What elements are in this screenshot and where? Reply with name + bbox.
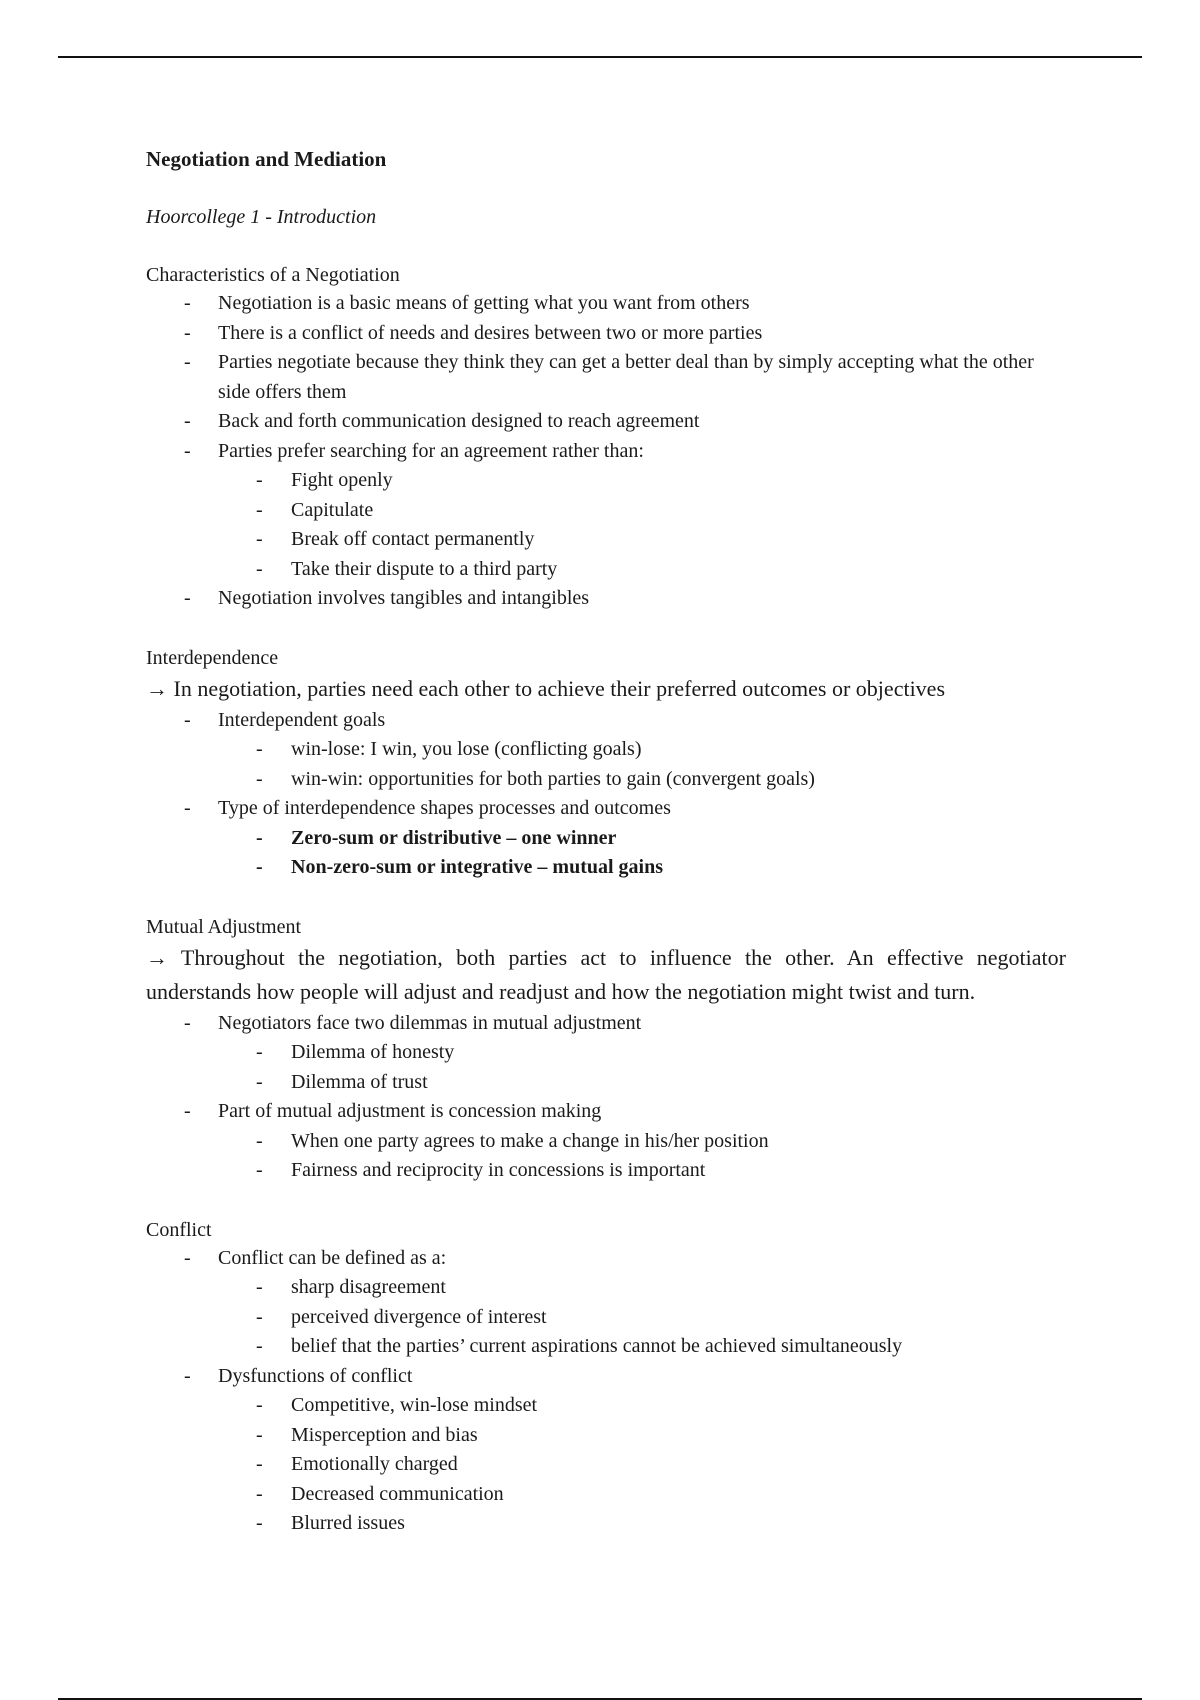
sub-list-item-bold: - Zero-sum or distributive – one winner [146, 824, 1066, 854]
sub-list-item: - Dilemma of trust [146, 1068, 1066, 1098]
section-characteristics [146, 261, 1066, 614]
section-mutual-adjustment [146, 913, 1066, 1186]
sub-list-item-bold: - Non-zero-sum or integrative – mutual gains [146, 853, 1066, 883]
sub-list-item: - win-win: opportunities for both parties to gain (convergent goals) [146, 765, 1066, 795]
list-item: - Parties prefer searching for an agreement rather than: [146, 437, 1066, 467]
section-heading: Conflict [146, 1218, 212, 1241]
list-item: - There is a conflict of needs and desires between two or more parties [146, 319, 1066, 349]
bullet-list [146, 706, 1066, 883]
sub-list-item: - Competitive, win-lose mindset [146, 1391, 1066, 1421]
top-rule [58, 56, 1142, 58]
section-heading: Interdependence [146, 646, 279, 669]
section-heading: Mutual Adjustment [146, 915, 301, 938]
bullet-list [146, 1009, 1066, 1186]
bullet-list [146, 1244, 1066, 1539]
sub-list-item: - Misperception and bias [146, 1421, 1066, 1451]
list-item: - Negotiation is a basic means of getting what you want from others [146, 289, 1066, 319]
list-item: - Interdependent goals [146, 706, 1066, 736]
list-item: - Negotiators face two dilemmas in mutual adjustment [146, 1009, 1066, 1039]
bullet-list [146, 289, 1066, 614]
sub-list-item: - Fairness and reciprocity in concessions is important [146, 1156, 1066, 1186]
list-item: - Type of interdependence shapes processes and outcomes [146, 794, 1066, 824]
sub-list-item: - Break off contact permanently [146, 525, 1066, 555]
sub-list-item: - sharp disagreement [146, 1273, 1066, 1303]
lecture-subtitle: Hoorcollege 1 - Introduction [146, 206, 377, 228]
sub-list-item: - Fight openly [146, 466, 1066, 496]
document-title: Negotiation and Mediation [146, 147, 387, 171]
sub-list-item: - Blurred issues [146, 1509, 1066, 1539]
list-item: - Negotiation involves tangibles and intangibles [146, 584, 1066, 614]
sub-list-item: - Capitulate [146, 496, 1066, 526]
list-item: - Back and forth communication designed to reach agreement [146, 407, 1066, 437]
section-lead: → Throughout the negotiation, both parties act to influence the other. An effective negotiator understands how people will adjust and readjust and how the negotiation might twist and turn. [146, 944, 1066, 1004]
sub-list-item: - When one party agrees to make a change in his/her position [146, 1127, 1066, 1157]
sub-list-item: - perceived divergence of interest [146, 1303, 1066, 1333]
list-item: - Parties negotiate because they think they can get a better deal than by simply accepting what the other side offers them [146, 348, 1066, 407]
sub-list-item: - Emotionally charged [146, 1450, 1066, 1480]
section-conflict [146, 1216, 1066, 1539]
sub-list-item: - Decreased communication [146, 1480, 1066, 1510]
list-item: - Part of mutual adjustment is concession making [146, 1097, 1066, 1127]
section-lead: → In negotiation, parties need each other to achieve their preferred outcomes or objectives [146, 675, 946, 701]
sub-list-item: - belief that the parties’ current aspirations cannot be achieved simultaneously [146, 1332, 1066, 1362]
list-item: - Conflict can be defined as a: [146, 1244, 1066, 1274]
list-item: - Dysfunctions of conflict [146, 1362, 1066, 1392]
sub-list-item: - win-lose: I win, you lose (conflicting goals) [146, 735, 1066, 765]
document-body [146, 145, 1066, 1539]
sub-list-item: - Take their dispute to a third party [146, 555, 1066, 585]
sub-list-item: - Dilemma of honesty [146, 1038, 1066, 1068]
section-interdependence [146, 644, 1066, 883]
section-heading: Characteristics of a Negotiation [146, 264, 400, 286]
